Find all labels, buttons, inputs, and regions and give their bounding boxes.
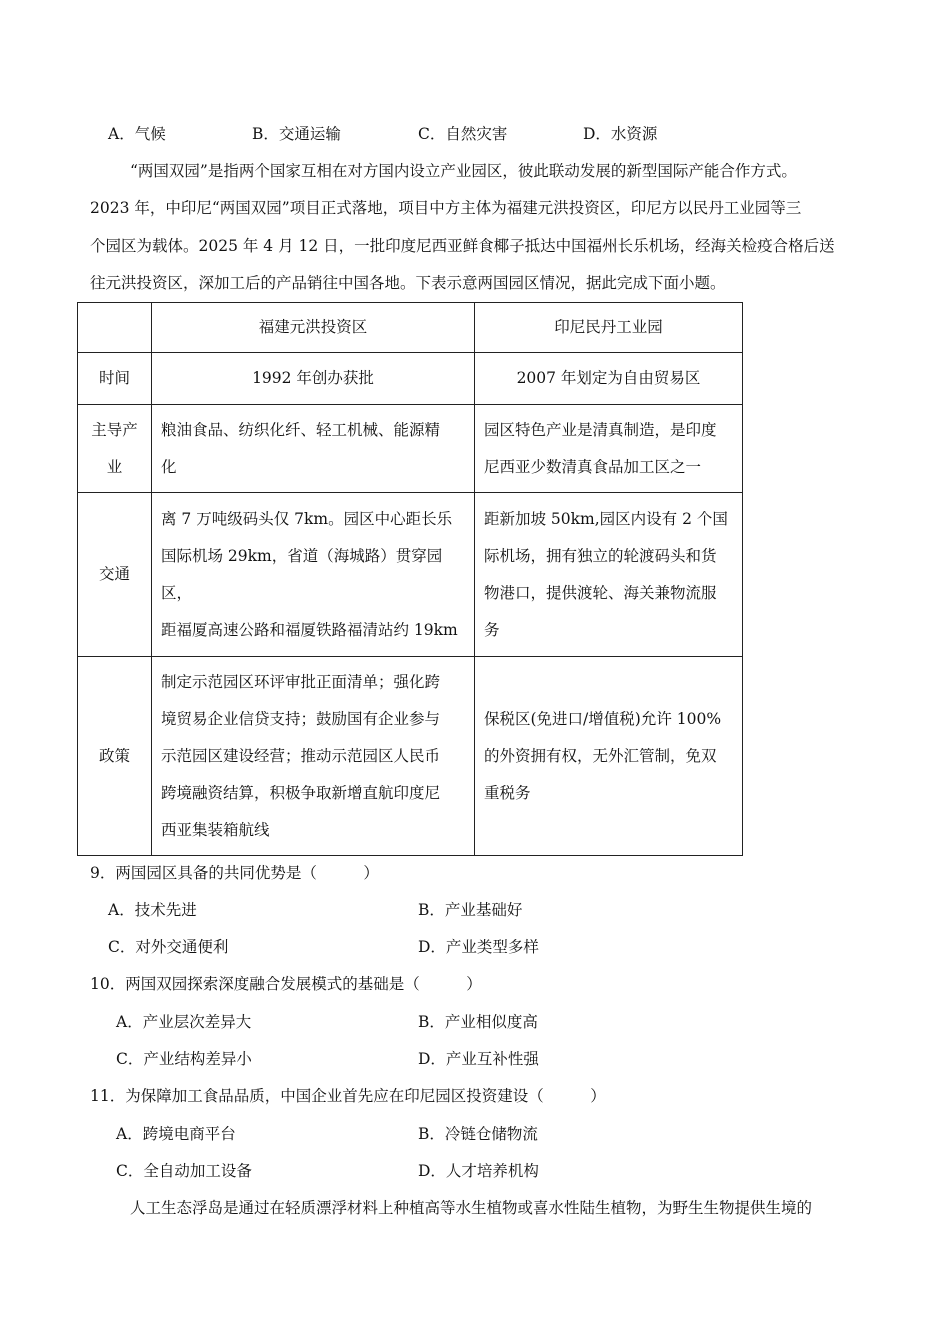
row-label-traffic: 交通: [78, 493, 152, 657]
q11-option-c: C．全自动加工设备: [116, 1162, 252, 1180]
cell-line: 粮油食品、纺织化纤、轻工机械、能源精: [161, 420, 441, 439]
row-label-time: 时间: [78, 353, 152, 405]
cell-line: 保税区(免进口/增值税)允许 100%: [484, 709, 722, 728]
table-row-time: [78, 353, 743, 405]
q9-option-d: D．产业类型多样: [418, 938, 539, 956]
cell-line: 跨境融资结算，积极争取新增直航印度尼: [161, 783, 441, 802]
q8-option-c: C．自然灾害: [418, 125, 508, 143]
cell-line: 距福厦高速公路和福厦铁路福清站约 19km: [161, 620, 458, 639]
cell-line: 制定示范园区环评审批正面清单；强化跨: [161, 672, 441, 691]
intro-line-1: “两国双园”是指两个国家互相在对方国内设立产业园区，彼此联动发展的新型国际产能合作方式。: [130, 162, 797, 180]
table-row-traffic: [78, 493, 743, 657]
q11-option-a: A．跨境电商平台: [116, 1125, 236, 1143]
cell-line: 尼西亚少数清真食品加工区之一: [484, 457, 702, 476]
cell-line: 西亚集装箱航线: [161, 820, 270, 839]
cell-traffic-fujian: [152, 493, 475, 657]
cell-line: 园区特色产业是清真制造，是印度: [484, 420, 717, 439]
cell-line: 国际机场 29km，省道（海城路）贯穿园区，: [161, 546, 443, 602]
q9-option-b: B．产业基础好: [418, 901, 523, 919]
q9-stem: 9．两国园区具备的共同优势是（ ）: [90, 864, 379, 882]
cell-line: 际机场，拥有独立的轮渡码头和货: [484, 546, 717, 565]
row-label-industry-line-2: 业: [106, 457, 123, 476]
q9-option-c: C．对外交通便利: [108, 938, 229, 956]
q8-option-d: D．水资源: [583, 125, 658, 143]
q8-option-a: A．气候: [108, 125, 166, 143]
table-header-row: [78, 303, 743, 353]
cell-time-bintan: 2007 年划定为自由贸易区: [475, 353, 743, 405]
cell-line: 境贸易企业信贷支持；鼓励国有企业参与: [161, 709, 441, 728]
intro-line-3: 个园区为载体。2025 年 4 月 12 日，一批印度尼西亚鲜食椰子抵达中国福州长乐机场，经海关检疫合格后送: [90, 237, 835, 255]
row-label-industry-line-1: 主导产: [91, 420, 138, 439]
cell-time-fujian: 1992 年创办获批: [152, 353, 475, 405]
table-corner-cell: [78, 303, 152, 353]
q10-option-a: A．产业层次差异大: [116, 1013, 252, 1031]
header-fujian-park: 福建元洪投资区: [152, 303, 475, 353]
intro-line-2: 2023 年，中印尼“两国双园”项目正式落地，项目中方主体为福建元洪投资区，印尼方以民丹工业园等三: [90, 199, 802, 217]
q11-option-b: B．冷链仓储物流: [418, 1125, 538, 1143]
cell-line: 务: [484, 620, 500, 639]
q10-option-d: D．产业互补性强: [418, 1050, 539, 1068]
q10-option-b: B．产业相似度高: [418, 1013, 538, 1031]
cell-line: 重税务: [484, 783, 531, 802]
cell-policy-fujian: [152, 657, 475, 856]
cell-line: 距新加坡 50km,园区内设有 2 个国: [484, 509, 728, 528]
q10-option-c: C．产业结构差异小: [116, 1050, 252, 1068]
row-label-policy: 政策: [78, 657, 152, 856]
cell-traffic-bintan: [475, 493, 743, 657]
cell-line: 示范园区建设经营；推动示范园区人民币: [161, 746, 441, 765]
intro-line-4: 往元洪投资区，深加工后的产品销往中国各地。下表示意两国园区情况，据此完成下面小题。: [90, 274, 726, 292]
cell-line: 离 7 万吨级码头仅 7km。园区中心距长乐: [161, 509, 453, 528]
cell-industry-fujian: [152, 405, 475, 493]
q11-stem: 11．为保障加工食品品质，中国企业首先应在印尼园区投资建设（ ）: [90, 1087, 606, 1105]
q10-stem: 10．两国双园探索深度融合发展模式的基础是（ ）: [90, 975, 482, 993]
cell-line: 物港口，提供渡轮、海关兼物流服: [484, 583, 717, 602]
table-row-industry: [78, 405, 743, 493]
table-row-policy: [78, 657, 743, 856]
q8-option-b: B．交通运输: [252, 125, 341, 143]
header-bintan-park: 印尼民丹工业园: [475, 303, 743, 353]
cell-line: 的外资拥有权，无外汇管制，免双: [484, 746, 717, 765]
q11-option-d: D．人才培养机构: [418, 1162, 539, 1180]
cell-policy-bintan: [475, 657, 743, 856]
cell-industry-bintan: [475, 405, 743, 493]
q9-option-a: A．技术先进: [108, 901, 197, 919]
park-comparison-table: [77, 302, 743, 856]
cell-line: 化: [161, 457, 177, 476]
outro-line-1: 人工生态浮岛是通过在轻质漂浮材料上种植高等水生植物或喜水性陆生植物，为野生生物提供生境的: [130, 1199, 813, 1217]
row-label-industry: [78, 405, 152, 493]
